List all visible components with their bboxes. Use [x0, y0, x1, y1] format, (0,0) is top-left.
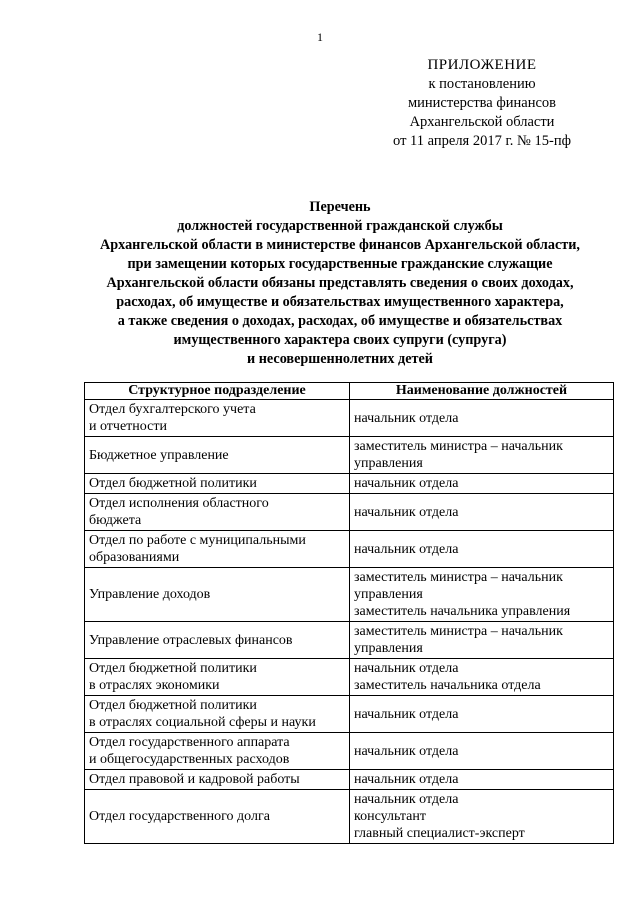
department-line: Управление доходов [89, 587, 211, 602]
department-cell [85, 437, 350, 474]
department-cell [85, 790, 350, 844]
title-line: должностей государственной гражданской службы [177, 218, 503, 234]
positions-cell [350, 622, 614, 659]
document-title [60, 198, 620, 369]
department-cell [85, 568, 350, 622]
appendix-line: Архангельской области [409, 114, 555, 130]
position-line: консультант [354, 809, 426, 824]
appendix-line: министерства финансов [407, 95, 557, 111]
department-line: Отдел бюджетной политики [89, 476, 257, 491]
position-line: начальник отдела [354, 541, 459, 557]
department-line: в отраслях экономики [89, 678, 220, 693]
department-line: Отдел государственного аппарата [89, 735, 290, 750]
positions-table [84, 382, 614, 844]
appendix-line: от 11 апреля 2017 г. № 15-пф [393, 133, 571, 149]
department-line: бюджета [89, 513, 142, 528]
position-line: управления [354, 456, 423, 471]
department-line: Отдел правовой и кадровой работы [89, 772, 300, 787]
appendix-line: к постановлению [428, 76, 536, 92]
positions-cell [350, 568, 614, 622]
department-line: Управление отраслевых финансов [89, 632, 293, 648]
position-line: начальник отдела [354, 661, 459, 676]
position-line: начальник отдела [354, 504, 459, 520]
header-department: Структурное подразделение [85, 383, 350, 400]
appendix-block [372, 56, 592, 151]
positions-cell [350, 659, 614, 696]
position-line: начальник отдела [354, 706, 459, 722]
positions-cell [350, 437, 614, 474]
department-line: в отраслях социальной сферы и науки [89, 715, 316, 730]
department-cell [85, 770, 350, 790]
table-row [85, 790, 614, 844]
position-line: начальник отдела [354, 410, 459, 426]
department-line: и отчетности [89, 419, 167, 434]
position-line: начальник отдела [354, 476, 459, 491]
table-row [85, 474, 614, 494]
table-row [85, 494, 614, 531]
positions-cell [350, 733, 614, 770]
department-line: Отдел по работе с муниципальными [89, 533, 306, 548]
title-line: Архангельской области обязаны представлять сведения о своих доходах, [106, 275, 574, 291]
title-line: Перечень [309, 199, 371, 215]
table-row [85, 659, 614, 696]
table-row [85, 696, 614, 733]
department-cell [85, 659, 350, 696]
table-row [85, 568, 614, 622]
department-cell [85, 733, 350, 770]
title-line: имущественного характера своих супруги (супруга) [173, 332, 507, 348]
position-line: заместитель министра – начальник [354, 570, 563, 585]
positions-cell [350, 400, 614, 437]
table-header-row [85, 383, 614, 400]
title-line: и несовершеннолетних детей [247, 351, 433, 367]
position-line: заместитель начальника управления [354, 604, 571, 619]
table-row [85, 437, 614, 474]
page-number: 1 [317, 30, 323, 44]
position-line: начальник отдела [354, 792, 459, 807]
department-cell [85, 696, 350, 733]
table-row [85, 733, 614, 770]
position-line: управления [354, 587, 423, 602]
table-body [85, 400, 614, 844]
department-line: Отдел бюджетной политики [89, 698, 257, 713]
department-line: Бюджетное управление [89, 447, 229, 463]
department-cell [85, 494, 350, 531]
positions-cell [350, 696, 614, 733]
positions-cell [350, 494, 614, 531]
appendix-title: ПРИЛОЖЕНИЕ [427, 57, 537, 73]
title-line: расходах, об имуществе и обязательствах имущественного характера, [116, 294, 564, 310]
positions-cell [350, 770, 614, 790]
position-line: начальник отдела [354, 772, 459, 787]
title-line: Архангельской области в министерстве финансов Архангельской области, [100, 237, 580, 253]
title-line: а также сведения о доходах, расходах, об имуществе и обязательствах [117, 313, 563, 329]
positions-cell [350, 474, 614, 494]
table-row [85, 770, 614, 790]
department-line: и общегосударственных расходов [89, 752, 290, 767]
department-cell [85, 474, 350, 494]
table-row [85, 531, 614, 568]
position-line: начальник отдела [354, 743, 459, 759]
title-line: при замещении которых государственные гражданские служащие [127, 256, 553, 272]
positions-cell [350, 790, 614, 844]
table-row [85, 400, 614, 437]
department-line: образованиями [89, 550, 180, 565]
header-positions: Наименование должностей [350, 383, 614, 400]
department-line: Отдел государственного долга [89, 809, 270, 824]
position-line: управления [354, 641, 423, 656]
department-cell [85, 400, 350, 437]
department-line: Отдел бюджетной политики [89, 661, 257, 676]
department-cell [85, 531, 350, 568]
table-row [85, 622, 614, 659]
positions-cell [350, 531, 614, 568]
position-line: заместитель начальника отдела [354, 678, 541, 693]
position-line: главный специалист-эксперт [354, 826, 525, 841]
position-line: заместитель министра – начальник [354, 439, 563, 454]
department-line: Отдел исполнения областного [89, 496, 269, 511]
position-line: заместитель министра – начальник [354, 624, 563, 639]
department-line: Отдел бухгалтерского учета [89, 402, 256, 417]
department-cell [85, 622, 350, 659]
